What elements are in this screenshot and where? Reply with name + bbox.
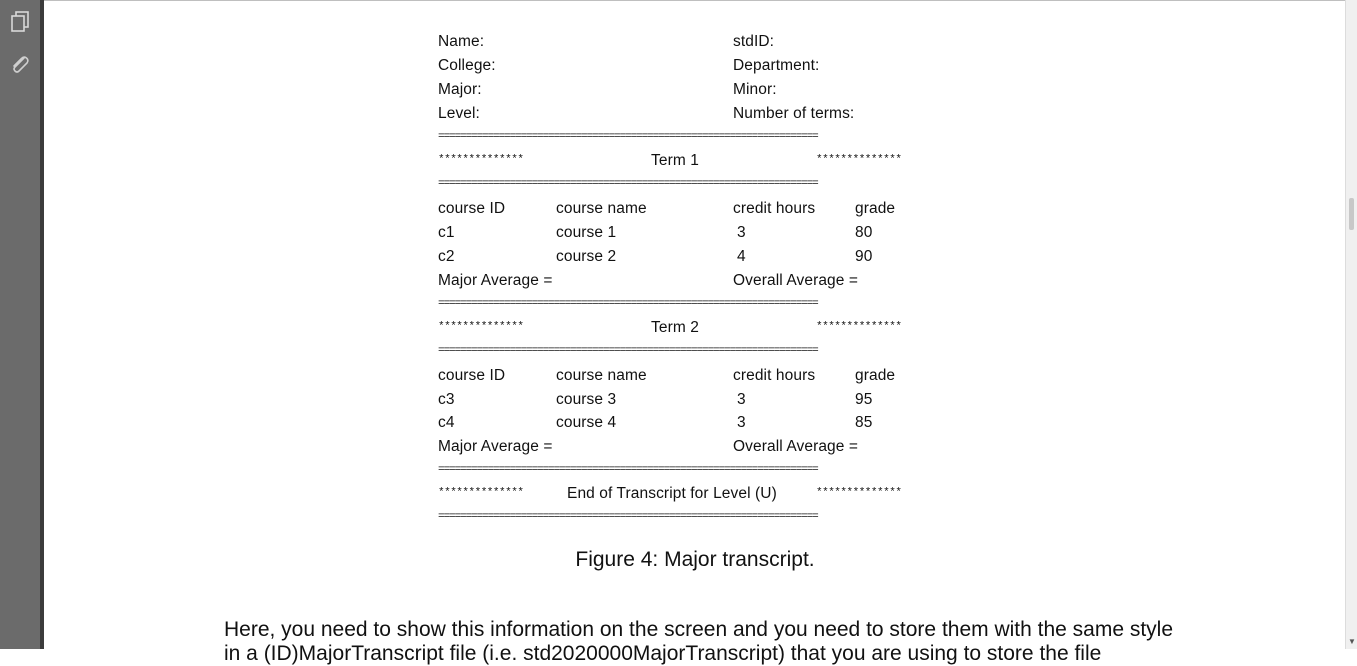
col-course-name: course name <box>556 367 647 384</box>
stars-right: ************** <box>816 321 902 333</box>
cell-credit-hours: 3 <box>737 224 746 241</box>
stars-left: ************** <box>438 154 524 166</box>
major-average-label: Major Average = <box>438 438 553 455</box>
cell-course-id: c4 <box>438 414 455 431</box>
level-label: Level: <box>438 105 480 122</box>
stdid-label: stdID: <box>733 33 775 50</box>
terms-label: Number of terms: <box>733 105 855 122</box>
attachment-icon[interactable] <box>8 53 32 77</box>
separator: ===================================================================== <box>438 178 818 190</box>
col-grade: grade <box>855 200 896 217</box>
separator: ===================================================================== <box>438 298 818 310</box>
cell-credit-hours: 3 <box>737 414 746 431</box>
scrollbar-thumb[interactable] <box>1349 198 1354 230</box>
cell-grade: 80 <box>855 224 873 241</box>
col-course-id: course ID <box>438 367 506 384</box>
vertical-scrollbar[interactable] <box>1345 0 1357 649</box>
cell-grade: 95 <box>855 391 873 408</box>
major-label: Major: <box>438 81 482 98</box>
major-average-label: Major Average = <box>438 272 553 289</box>
name-label: Name: <box>438 33 485 50</box>
figure-caption: Figure 4: Major transcript. <box>575 548 815 571</box>
stars-left: ************** <box>438 321 524 333</box>
department-label: Department: <box>733 57 820 74</box>
cell-credit-hours: 4 <box>737 248 746 265</box>
cell-course-name: course 2 <box>556 248 617 265</box>
cell-course-id: c2 <box>438 248 455 265</box>
col-credit-hours: credit hours <box>733 367 816 384</box>
separator: ===================================================================== <box>438 464 818 476</box>
stars-right: ************** <box>816 154 902 166</box>
scroll-down-arrow-icon[interactable]: ▼ <box>1348 637 1356 646</box>
stars-left: ************** <box>438 487 524 499</box>
cell-course-id: c3 <box>438 391 455 408</box>
body-paragraph: Here, you need to show this information on the screen and you need to store them with the same style <box>224 618 1174 641</box>
term-title: Term 2 <box>651 319 699 336</box>
cell-course-id: c1 <box>438 224 455 241</box>
col-grade: grade <box>855 367 896 384</box>
cell-course-name: course 1 <box>556 224 617 241</box>
overall-average-label: Overall Average = <box>733 272 859 289</box>
term-title: Term 1 <box>651 152 699 169</box>
col-credit-hours: credit hours <box>733 200 816 217</box>
end-of-transcript-label: End of Transcript for Level (U) <box>567 485 777 502</box>
separator: ===================================================================== <box>438 345 818 357</box>
body-paragraph-continued: in a (ID)MajorTranscript file (i.e. std2020000MajorTranscript) that you are using to store the file <box>224 642 1102 665</box>
pages-icon[interactable] <box>8 10 32 34</box>
col-course-id: course ID <box>438 200 506 217</box>
cell-grade: 90 <box>855 248 873 265</box>
col-course-name: course name <box>556 200 647 217</box>
cell-credit-hours: 3 <box>737 391 746 408</box>
stars-right: ************** <box>816 487 902 499</box>
cell-course-name: course 4 <box>556 414 617 431</box>
separator: ===================================================================== <box>438 131 818 143</box>
minor-label: Minor: <box>733 81 777 98</box>
cell-course-name: course 3 <box>556 391 617 408</box>
overall-average-label: Overall Average = <box>733 438 859 455</box>
college-label: College: <box>438 57 496 74</box>
separator: ===================================================================== <box>438 511 818 523</box>
cell-grade: 85 <box>855 414 873 431</box>
